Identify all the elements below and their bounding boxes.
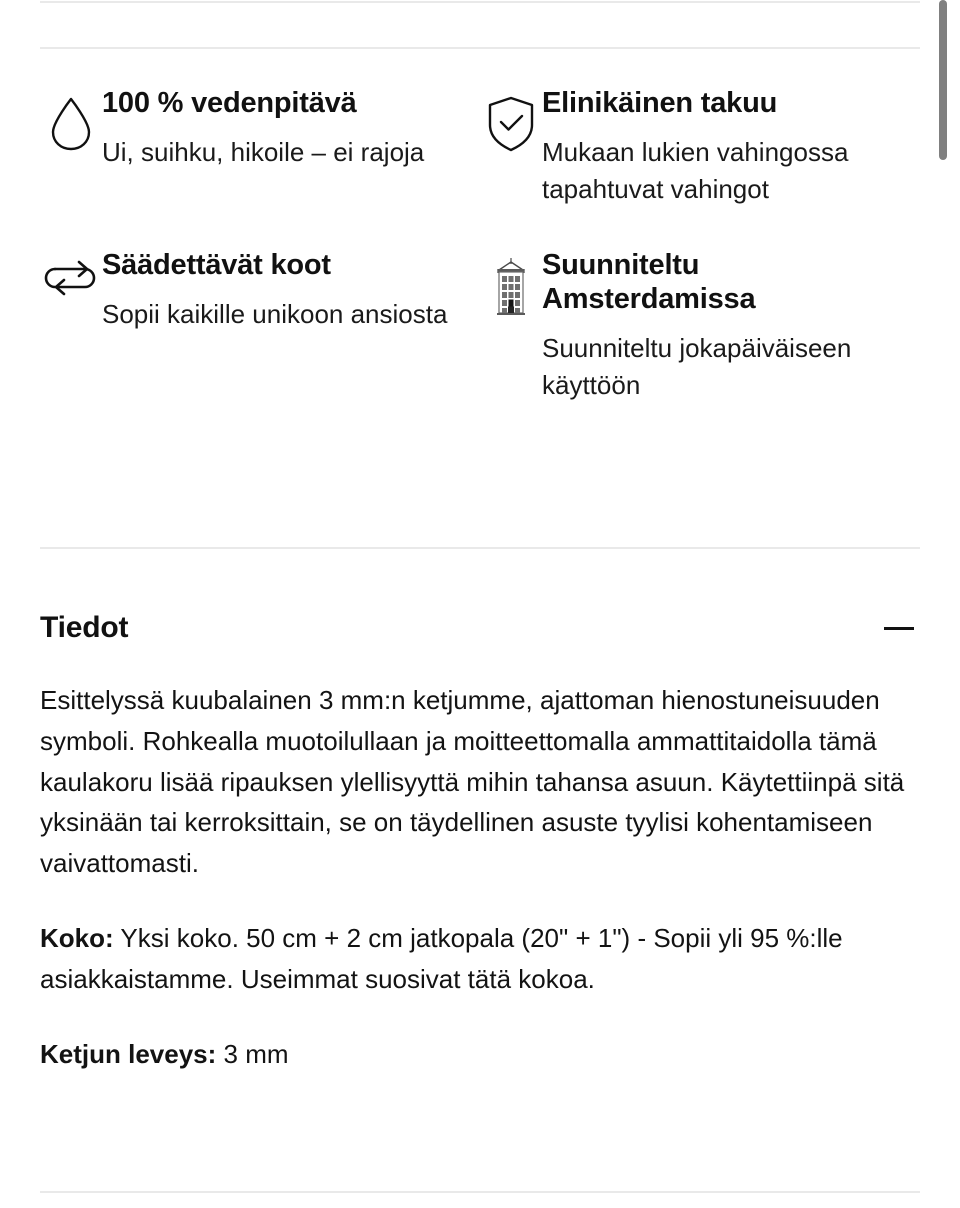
page-scrollbar-thumb[interactable]: [939, 0, 947, 160]
feature-description: Mukaan lukien vahingossa tapahtuvat vahingot: [542, 137, 849, 205]
divider-bottom: [40, 1191, 920, 1193]
water-drop-icon: [40, 86, 102, 156]
details-chain-width-value: 3 mm: [216, 1038, 289, 1069]
page-scrollbar-track[interactable]: [944, 0, 954, 1208]
feature-body: [102, 248, 462, 333]
feature-item-designed-in-amsterdam: [480, 230, 920, 404]
details-chain-width-label: Ketjun leveys:: [40, 1038, 217, 1069]
feature-description: Ui, suihku, hikoile – ei rajoja: [102, 137, 425, 168]
amsterdam-canal-house-icon: [480, 248, 542, 318]
feature-item-adjustable-sizes: [40, 230, 480, 404]
feature-item-waterproof: [40, 86, 480, 208]
divider-before-details: [40, 547, 920, 549]
details-section: [40, 600, 920, 1075]
exchange-loop-icon: [40, 248, 102, 318]
minus-icon-bar: [884, 627, 914, 630]
details-content: [40, 680, 920, 1075]
details-paragraph-description: Esittelyssä kuubalainen 3 mm:n ketjumme, ajattoman hienostuneisuuden symboli. Rohkealla muotoilullaan ja moitteettomalla ammattitaidolla tämä kaulakoru lisää ripauksen ylellisyyttä mihin tahansa asuun. Käytettiinpä sitä yksinään tai kerroksittain, se on täydellinen asuste tyylisi kohentamiseen vaivattomasti.: [40, 685, 905, 879]
details-title: Tiedot: [40, 611, 129, 644]
details-size-value: Yksi koko. 50 cm + 2 cm jatkopala (20" + 1") - Sopii yli 95 %:lle asiakkaistamme. Useimmat suosivat tätä kokoa.: [40, 923, 843, 994]
details-paragraph-size: [40, 918, 920, 1000]
feature-title: Suunniteltu Amsterdamissa: [542, 249, 756, 316]
feature-title: 100 % vedenpitävä: [102, 87, 357, 119]
divider-top-second: [40, 47, 920, 49]
shield-check-icon: [480, 86, 542, 156]
feature-body: [542, 248, 902, 404]
feature-item-lifetime-warranty: [480, 86, 920, 208]
feature-description: Sopii kaikille unikoon ansiosta: [102, 299, 448, 330]
feature-body: [102, 86, 462, 171]
minus-icon[interactable]: [878, 607, 920, 649]
details-size-label: Koko:: [40, 923, 114, 954]
feature-grid: [40, 86, 920, 404]
details-paragraph-chain-width: [40, 1034, 920, 1075]
details-accordion-header[interactable]: [40, 600, 920, 656]
feature-description: Suunniteltu jokapäiväiseen käyttöön: [542, 333, 852, 401]
feature-title: Säädettävät koot: [102, 249, 331, 282]
feature-title: Elinikäinen takuu: [542, 87, 778, 119]
feature-body: [542, 86, 902, 208]
divider-top-first: [40, 1, 920, 3]
